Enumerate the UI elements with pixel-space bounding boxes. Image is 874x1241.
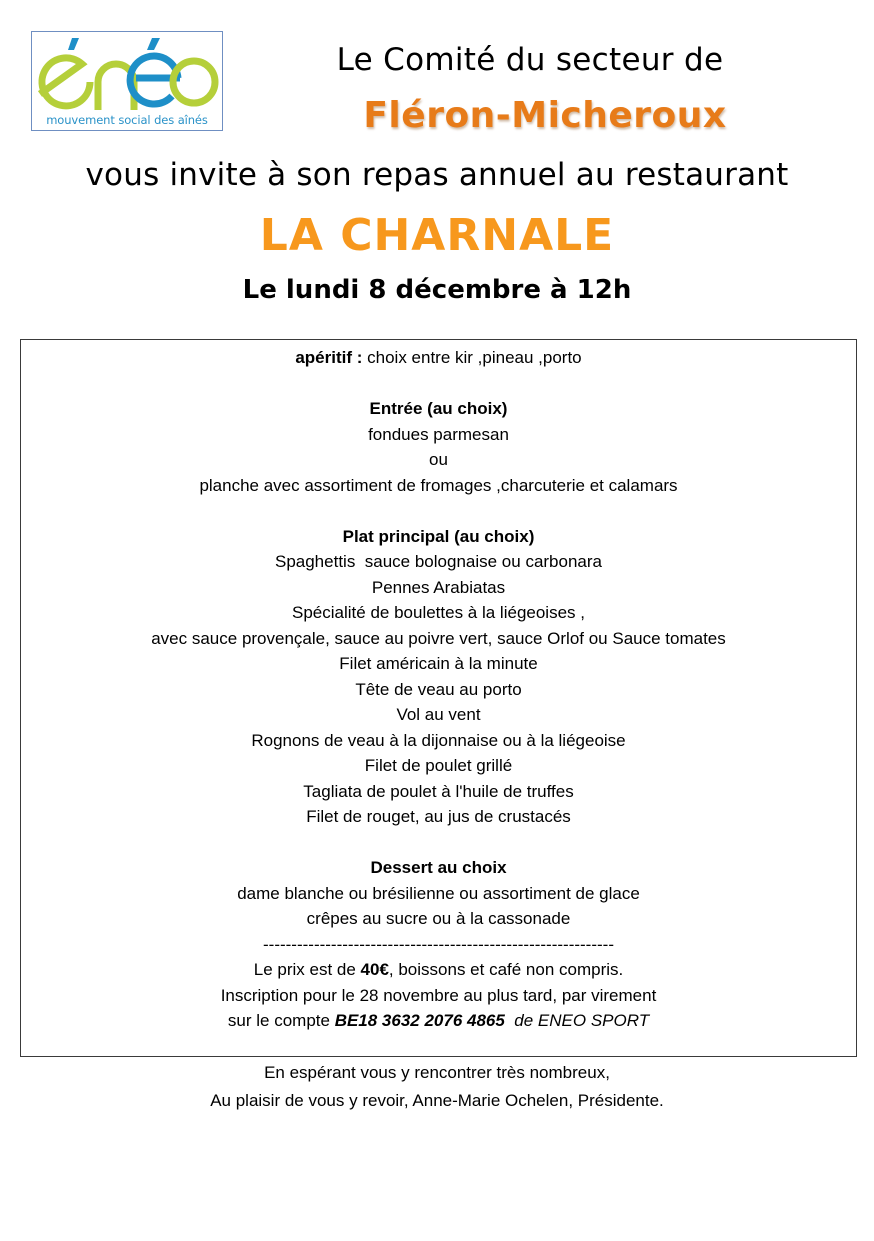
price-before: Le prix est de: [253, 960, 361, 979]
eneo-wordmark-icon: [32, 32, 222, 112]
price-line: [21, 957, 856, 983]
dessert-item: dame blanche ou brésilienne ou assortiment de glace: [237, 883, 640, 903]
spacer: [21, 830, 856, 856]
account-iban: BE18 3632 2076 4865: [334, 1011, 505, 1030]
account-line: [21, 1008, 856, 1034]
menu-box: [20, 339, 857, 1057]
aperitif-label: apéritif :: [295, 348, 363, 367]
letter-e-1: [40, 58, 90, 106]
price-amount: 40€: [360, 960, 389, 979]
main-item: Vol au vent: [396, 705, 481, 724]
entree-item: planche avec assortiment de fromages ,charcuterie et calamars: [199, 475, 678, 495]
main-title: Plat principal (au choix): [342, 526, 535, 546]
event-date: Le lundi 8 décembre à 12h: [242, 275, 632, 305]
accent-mark-2: [147, 38, 160, 50]
closing-line-2: Au plaisir de vous y revoir, Anne-Marie Ochelen, Présidente.: [210, 1091, 664, 1110]
dessert-item: crêpes au sucre ou à la cassonade: [306, 909, 571, 928]
main-item: avec sauce provençale, sauce au poivre vert, sauce Orlof ou Sauce tomates: [151, 628, 726, 648]
main-item: Pennes Arabiatas: [371, 577, 506, 597]
main-item: Spaghettis sauce bolognaise ou carbonara: [274, 552, 602, 571]
main-item: Filet de poulet grillé: [364, 756, 513, 775]
entree-item: fondues parmesan: [368, 424, 509, 444]
registration-line: Inscription pour le 28 novembre au plus tard, par virement: [220, 985, 657, 1005]
aperitif-text: choix entre kir ,pineau ,porto: [362, 348, 582, 367]
invitation-line: vous invite à son repas annuel au restaurant: [85, 157, 789, 193]
account-before: sur le compte: [227, 1011, 335, 1030]
aperitif-line: [21, 345, 856, 371]
accent-mark: [68, 38, 79, 50]
menu-content: [21, 345, 856, 1034]
separator: --------------------------------------------------------------: [263, 934, 614, 954]
spacer: [21, 498, 856, 524]
dessert-title: Dessert au choix: [370, 858, 507, 877]
restaurant-name: LA CHARNALE: [259, 210, 615, 261]
letter-o: [173, 61, 215, 103]
main-item: Tête de veau au porto: [355, 679, 522, 699]
closing-line-1: En espérant vous y rencontrer très nombreux,: [264, 1063, 610, 1082]
logo-tagline: mouvement social des aînés: [46, 113, 208, 127]
price-after: , boissons et café non compris.: [388, 960, 624, 979]
main-item: Rognons de veau à la dijonnaise ou à la liégeoise: [251, 730, 626, 750]
eneo-logo: [31, 31, 223, 131]
sector-name: Fléron-Micheroux: [363, 95, 727, 136]
spacer: [21, 371, 856, 397]
main-item: Spécialité de boulettes à la liégeoises ,: [292, 603, 585, 622]
main-item: Filet américain à la minute: [339, 654, 538, 673]
account-after: de ENEO SPORT: [504, 1011, 650, 1030]
closing-section: [0, 1059, 874, 1115]
entree-item: ou: [429, 450, 448, 469]
committee-heading: Le Comité du secteur de: [336, 42, 724, 78]
entree-title: Entrée (au choix): [369, 399, 508, 418]
main-item: Tagliata de poulet à l'huile de truffes: [303, 781, 574, 801]
main-item: Filet de rouget, au jus de crustacés: [306, 807, 571, 826]
